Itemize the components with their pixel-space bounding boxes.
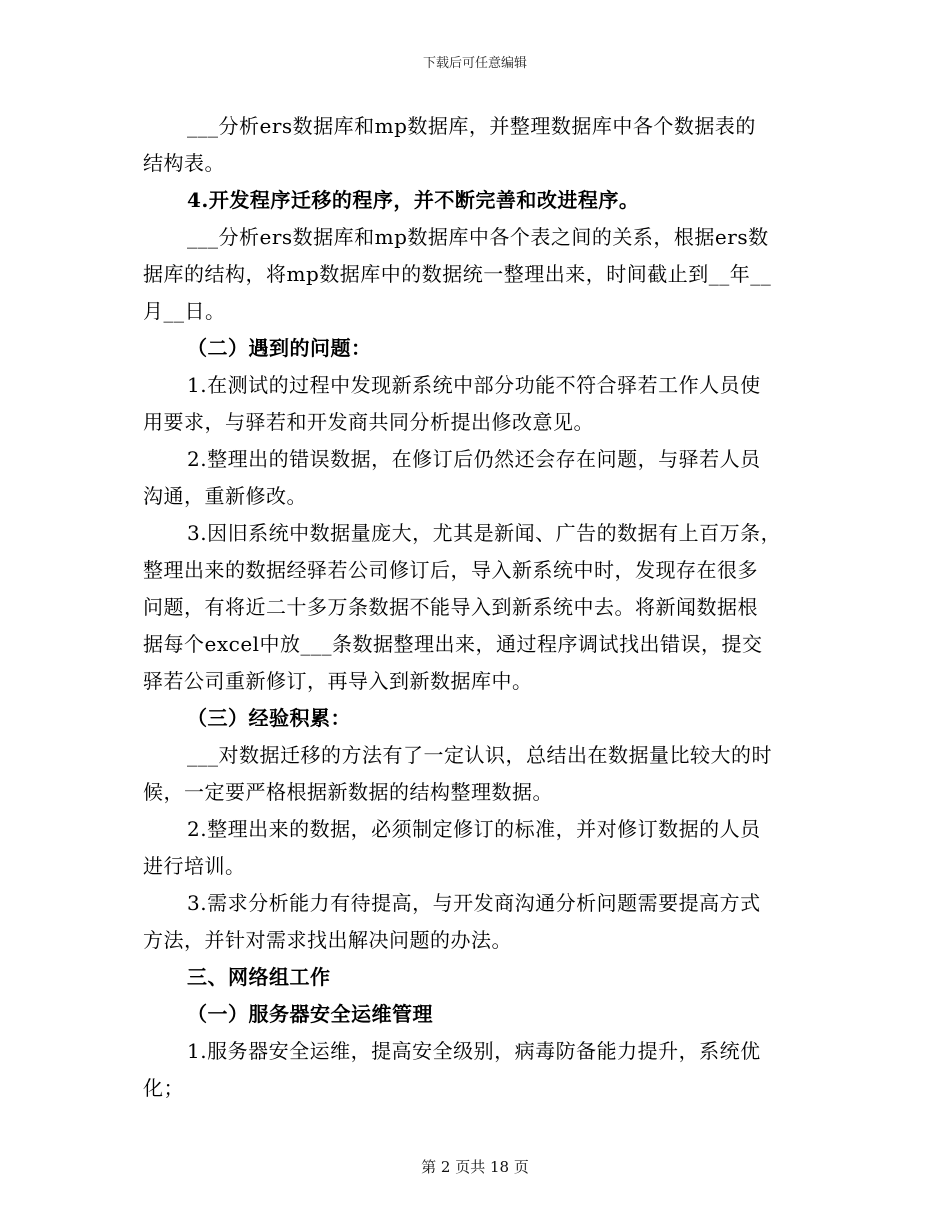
paragraph-line: 用要求，与驿若和开发商共同分析提出修改意见。 xyxy=(143,410,594,434)
paragraph-line: 驿若公司重新修订，再导入到新数据库中。 xyxy=(143,669,533,693)
paragraph-line: 1.在测试的过程中发现新系统中部分功能不符合驿若工作人员使 xyxy=(187,373,761,397)
section-heading: 三、网络组工作 xyxy=(187,965,331,989)
paragraph-line: 月__日。 xyxy=(143,299,226,323)
paragraph-line: 沟通，重新修改。 xyxy=(143,484,307,508)
paragraph-line: 问题，有将近二十多万条数据不能导入到新系统中去。将新闻数据根 xyxy=(143,595,758,619)
paragraph-line: ___分析ers数据库和mp数据库，并整理数据库中各个数据表的 xyxy=(187,114,756,138)
paragraph-line: ___对数据迁移的方法有了一定认识，总结出在数据量比较大的时 xyxy=(187,743,772,767)
paragraph-line: 化； xyxy=(143,1076,184,1100)
paragraph-line: 2.整理出来的数据，必须制定修订的标准，并对修订数据的人员 xyxy=(187,817,761,841)
paragraph-line: 进行培训。 xyxy=(143,854,246,878)
paragraph-line: ___分析ers数据库和mp数据库中各个表之间的关系，根据ers数 xyxy=(187,225,769,249)
paragraph-line: 1.服务器安全运维，提高安全级别，病毒防备能力提升，系统优 xyxy=(187,1039,761,1063)
section-heading: 4.开发程序迁移的程序，并不断完善和改进程序。 xyxy=(187,188,640,212)
paragraph-line: 2.整理出的错误数据，在修订后仍然还会存在问题，与驿若人员 xyxy=(187,447,761,471)
page-footer: 第 2 页共 18 页 xyxy=(421,1158,529,1176)
section-heading: （二）遇到的问题： xyxy=(187,336,372,360)
paragraph-line: 据库的结构，将mp数据库中的数据统一整理出来，时间截止到__年__ xyxy=(143,262,772,286)
paragraph-line: 3.因旧系统中数据量庞大，尤其是新闻、广告的数据有上百万条， xyxy=(187,521,782,545)
paragraph-line: 候，一定要严格根据新数据的结构整理数据。 xyxy=(143,780,553,804)
paragraph-line: 据每个excel中放___条数据整理出来，通过程序调试找出错误，提交 xyxy=(143,632,763,656)
paragraph-line: 整理出来的数据经驿若公司修订后，导入新系统中时，发现存在很多 xyxy=(143,558,758,582)
section-heading: （三）经验积累： xyxy=(187,706,351,730)
paragraph-line: 方法，并针对需求找出解决问题的办法。 xyxy=(143,928,512,952)
paragraph-line: 结构表。 xyxy=(143,151,225,175)
paragraph-line: 3.需求分析能力有待提高，与开发商沟通分析问题需要提高方式 xyxy=(187,891,761,915)
document-body xyxy=(143,108,811,1107)
section-heading: （一）服务器安全运维管理 xyxy=(187,1002,433,1026)
page-header: 下载后可任意编辑 xyxy=(422,56,527,71)
